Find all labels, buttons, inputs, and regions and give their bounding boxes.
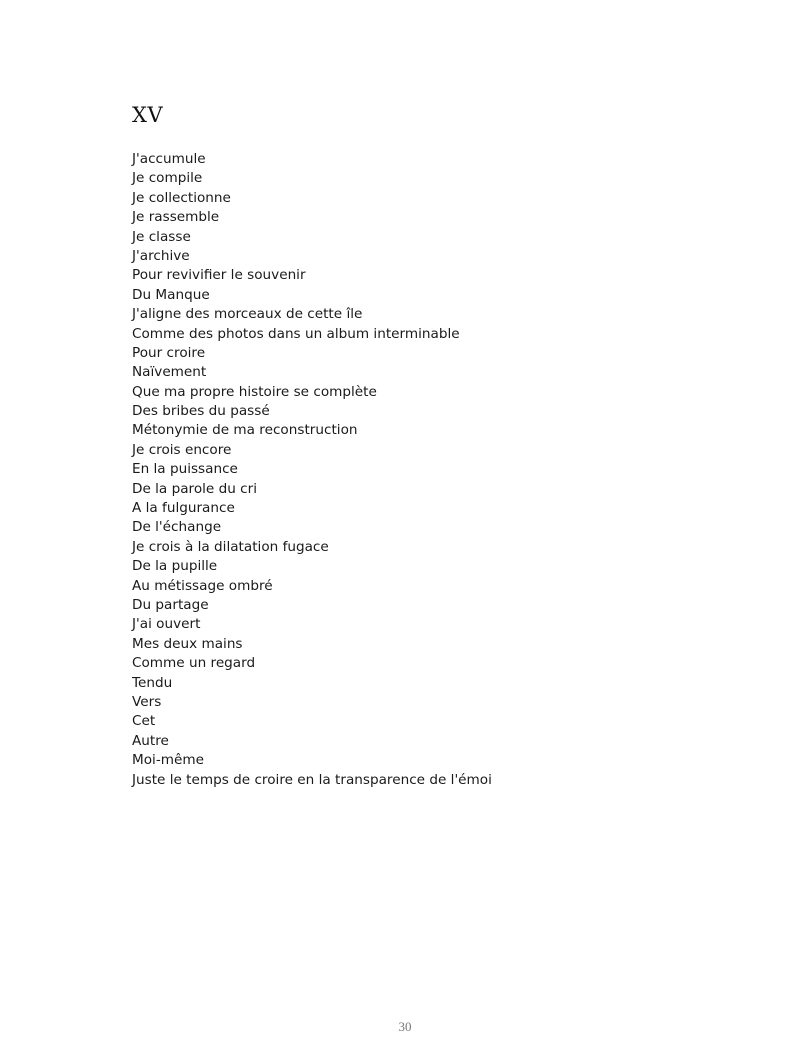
poem-line: A la fulgurance (132, 500, 235, 517)
poem-line: Cet (132, 713, 156, 730)
poem-line: Moi-même (132, 752, 204, 769)
poem-line: Métonymie de ma reconstruction (132, 422, 358, 439)
poem-line: J'ai ouvert (132, 616, 201, 633)
poem-line: Du Manque (132, 286, 210, 303)
poem-line: J'accumule (132, 151, 206, 167)
poem-line: J'archive (132, 247, 190, 264)
page-number: 30 (398, 1019, 412, 1034)
poem-line: Vers (132, 693, 162, 710)
poem-line: Juste le temps de croire en la transparence de l'émoi (132, 771, 492, 788)
poem-line: Pour croire (132, 344, 206, 361)
poem-line: Je crois à la dilatation fugace (132, 538, 329, 555)
poem-line: Je collectionne (132, 189, 231, 206)
poem-line: Tendu (132, 674, 173, 691)
poem-line: Je classe (132, 228, 191, 245)
chapter-title: XV (132, 103, 164, 127)
poem-line: De la parole du cri (132, 480, 258, 497)
poem-line: De l'échange (132, 519, 222, 536)
poem-line: Que ma propre histoire se complète (132, 383, 377, 400)
poem-line: Naïvement (132, 364, 207, 381)
poem-line: Au métissage ombré (132, 577, 273, 594)
poem-line: De la pupille (132, 558, 218, 575)
poem-line: Je compile (132, 170, 203, 187)
poem-body (132, 150, 732, 790)
poem-line: Autre (132, 732, 169, 749)
poem-line: Pour revivifier le souvenir (132, 267, 306, 284)
poem-line: J'aligne des morceaux de cette île (132, 306, 363, 323)
poem-line: Mes deux mains (132, 635, 243, 652)
poem-line: Du partage (132, 596, 209, 613)
poem-line: Des bribes du passé (132, 403, 270, 420)
poem-line: Je crois encore (132, 441, 232, 458)
poem-line: En la puissance (132, 461, 238, 478)
poem-line: Je rassemble (132, 209, 220, 226)
poem-line: Comme un regard (132, 655, 256, 672)
poem-line: Comme des photos dans un album interminable (132, 325, 460, 342)
